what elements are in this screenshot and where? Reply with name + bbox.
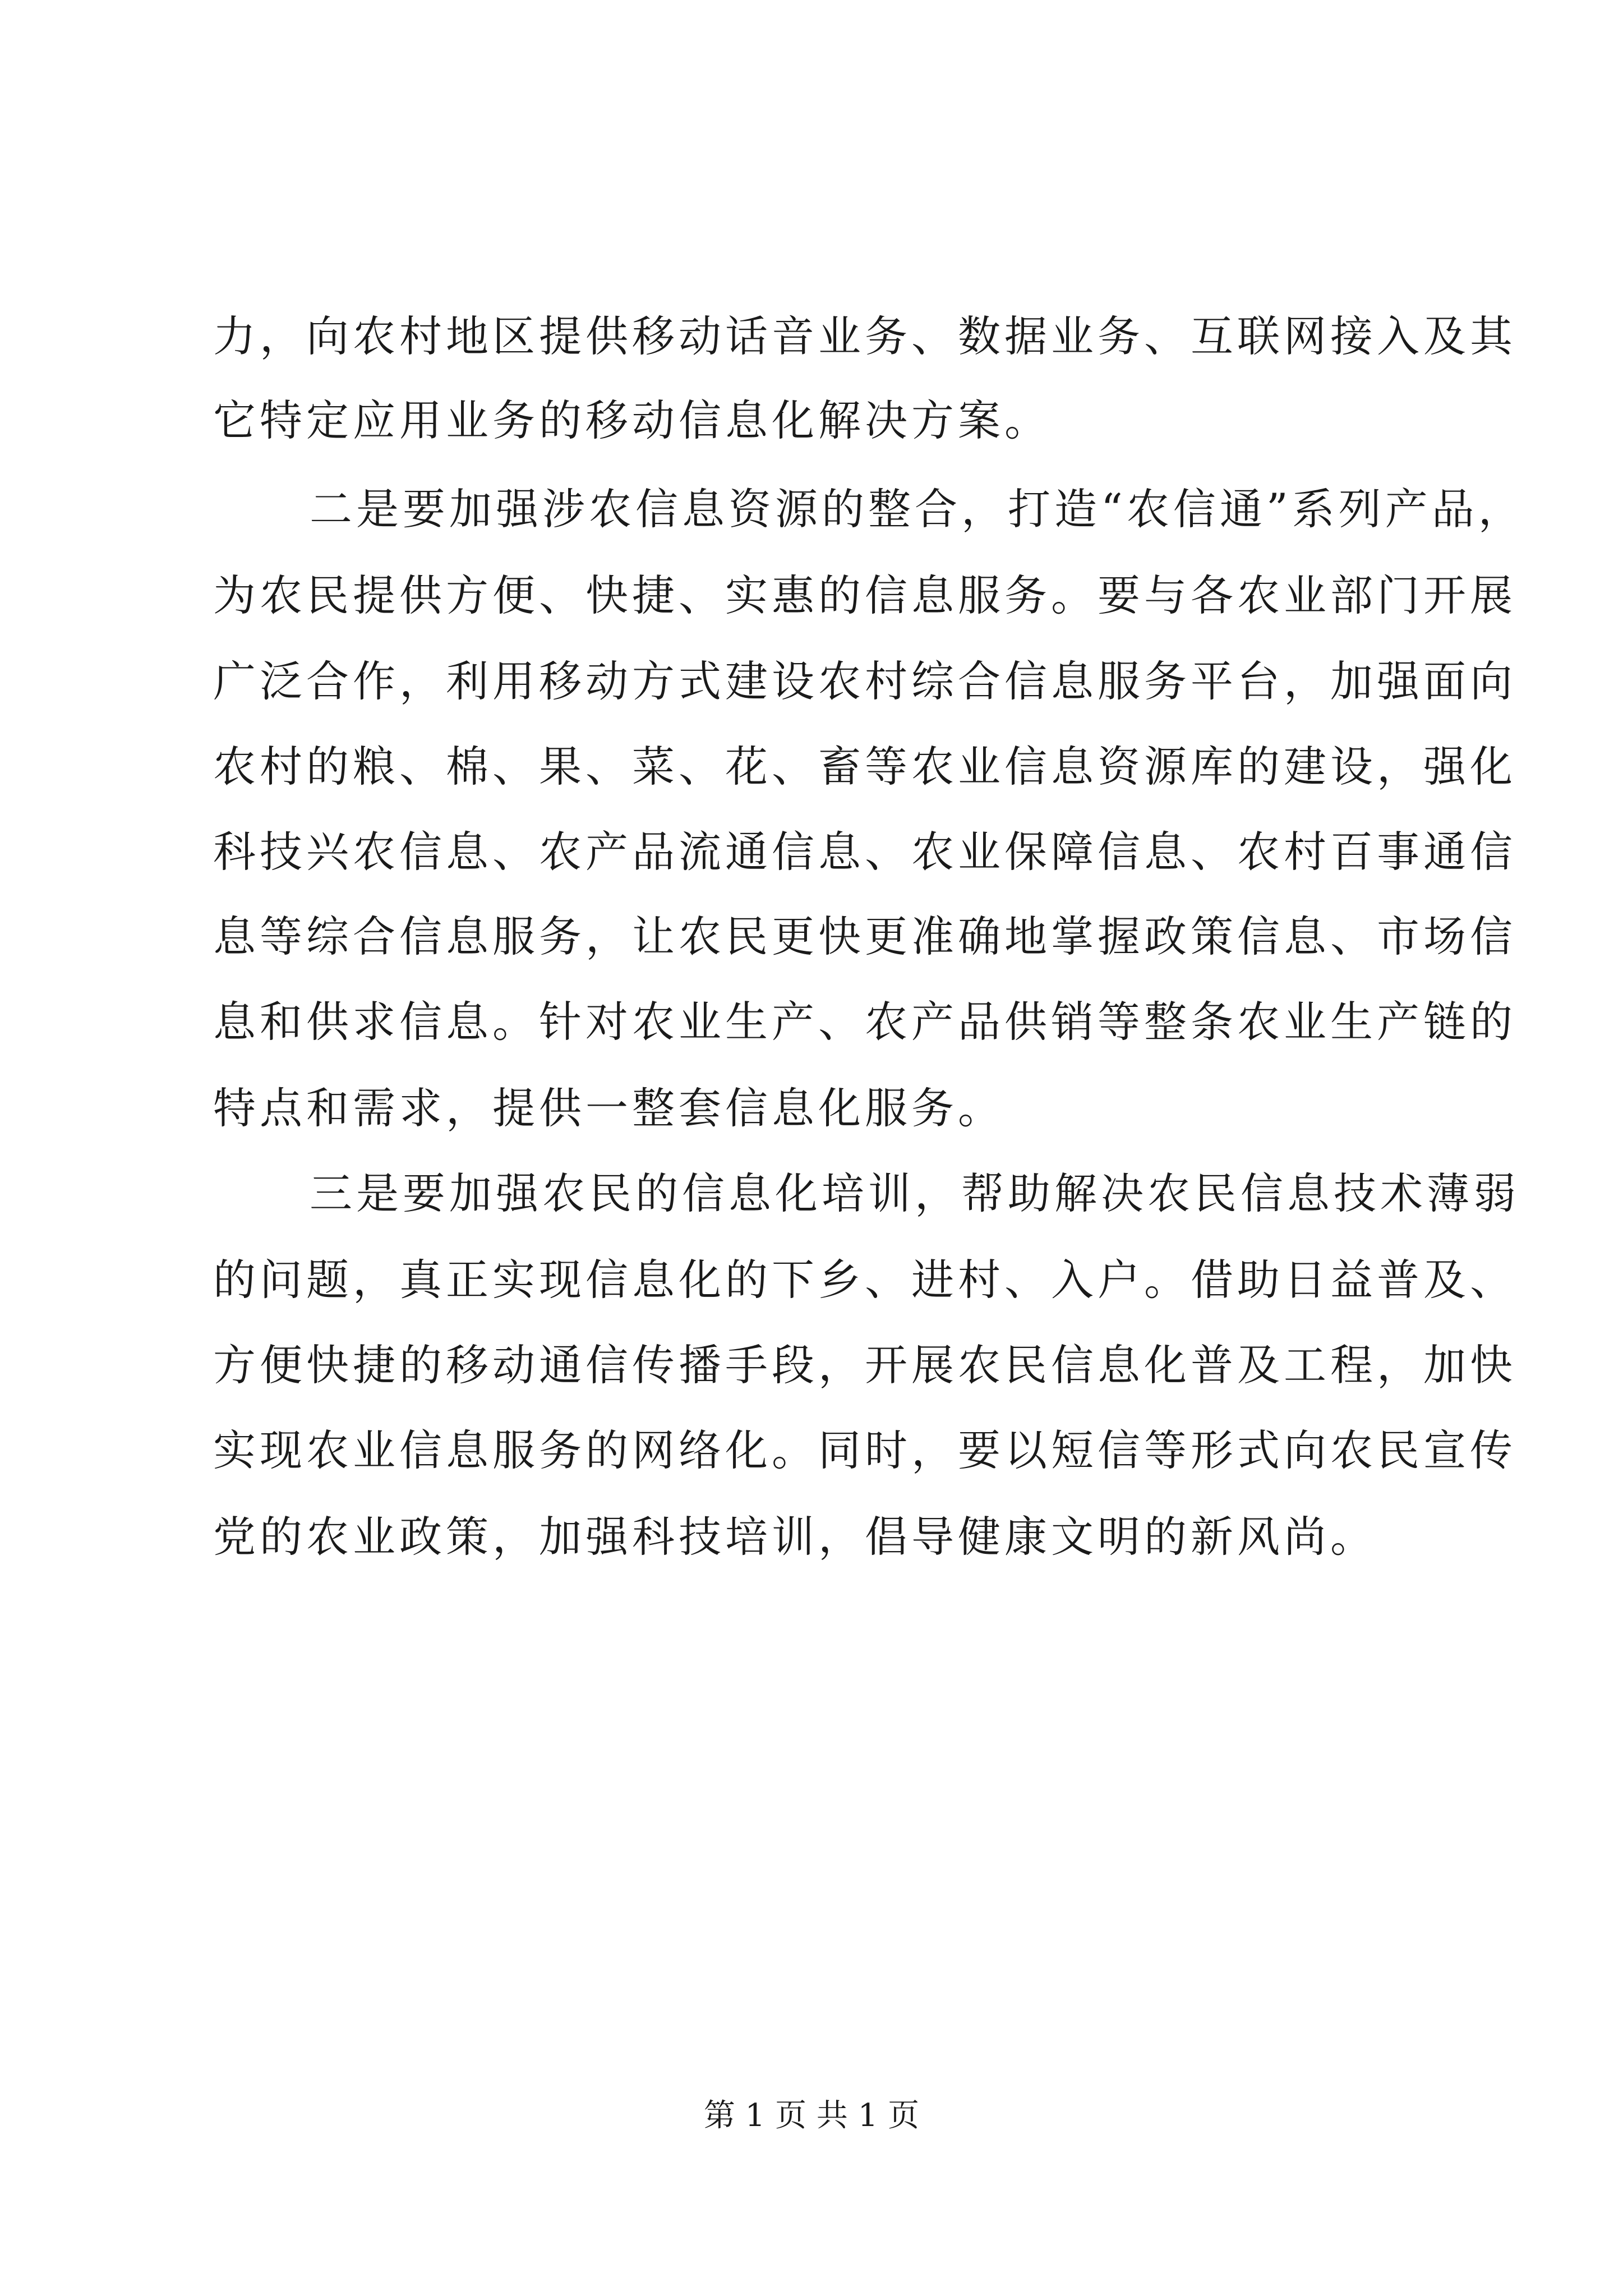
paragraph-line: 它特定应用业务的移动信息化解决方案。 <box>213 395 1051 445</box>
paragraph-line: 三是要加强农民的信息化培训，帮助解决农民信息技术薄弱 <box>310 1168 1520 1218</box>
paragraph-line: 息等综合信息服务，让农民更快更准确地掌握政策信息、市场信 <box>213 912 1516 961</box>
paragraph-line: 为农民提供方便、快捷、实惠的信息服务。要与各农业部门开展 <box>213 570 1516 620</box>
paragraph-line: 特点和需求，提供一整套信息化服务。 <box>213 1083 1004 1133</box>
paragraph-line: 党的农业政策，加强科技培训，倡导健康文明的新风尚。 <box>213 1512 1377 1562</box>
paragraph-line: 力，向农村地区提供移动话音业务、数据业务、互联网接入及其 <box>213 311 1516 361</box>
paragraph-line: 的问题，真正实现信息化的下乡、进村、入户。借助日益普及、 <box>213 1255 1516 1305</box>
paragraph-line: 方便快捷的移动通信传播手段，开展农民信息化普及工程，加快 <box>213 1340 1516 1390</box>
paragraph-line: 实现农业信息服务的网络化。同时，要以短信等形式向农民宣传 <box>213 1425 1516 1475</box>
paragraph-line: 农村的粮、棉、果、菜、花、畜等农业信息资源库的建设，强化 <box>213 742 1516 792</box>
paragraph-line: 广泛合作，利用移动方式建设农村综合信息服务平台，加强面向 <box>213 656 1516 706</box>
paragraph-line: 科技兴农信息、农产品流通信息、农业保障信息、农村百事通信 <box>213 827 1516 877</box>
paragraph-line: 二是要加强涉农信息资源的整合，打造“农信通”系列产品， <box>310 484 1525 534</box>
page-number-footer: 第 1 页 共 1 页 <box>703 2097 920 2134</box>
paragraph-line: 息和供求信息。针对农业生产、农产品供销等整条农业生产链的 <box>213 997 1516 1047</box>
